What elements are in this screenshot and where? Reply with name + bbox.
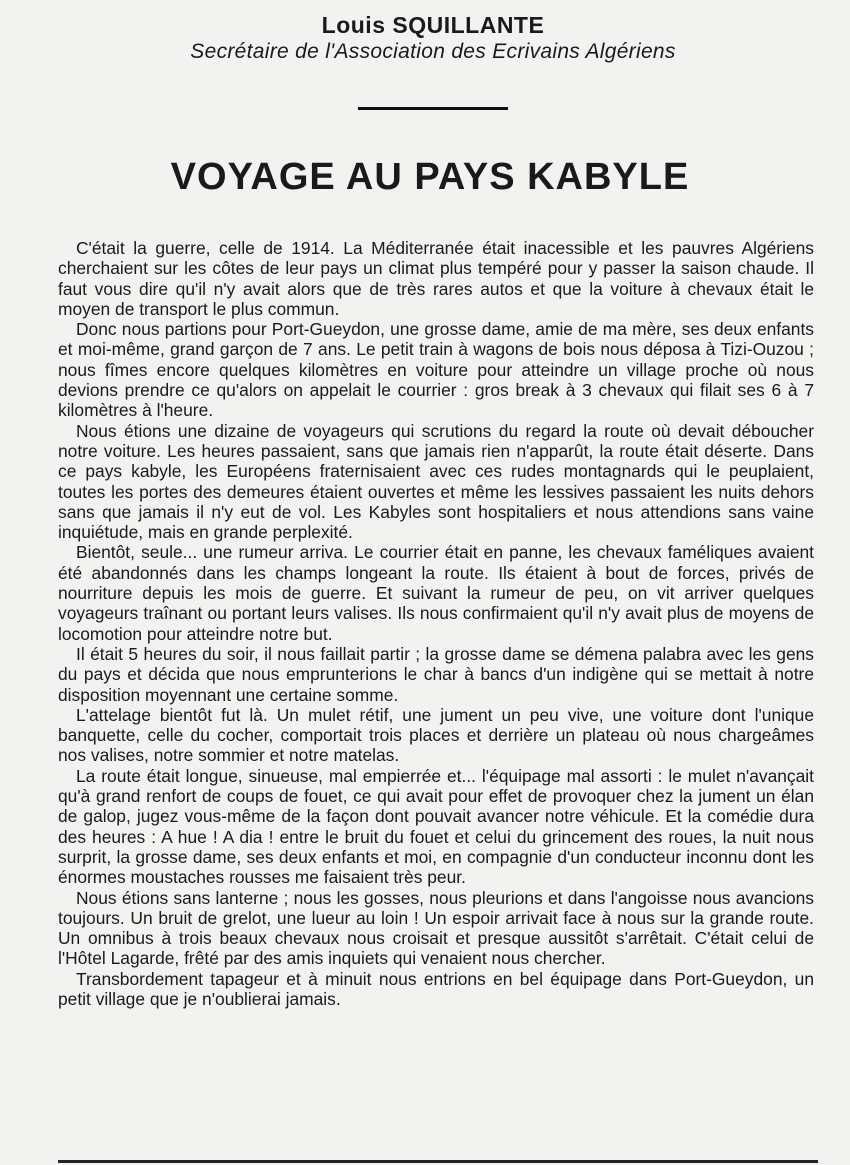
paragraph: Donc nous partions pour Port-Gueydon, une grosse dame, amie de ma mère, ses deux enfants et moi-même, grand garçon de 7 ans. Le petit train à wagons de bois nous déposa à Tizi-Ouzou ; nous fîmes encore quelques kilomètres en voiture pour atteindre un village proche où nous devions prendre ce qu'alors on appelait le courrier : gros break à 3 chevaux qui filait ses 6 à 7 kilomètres à l'heure. [58,319,814,421]
paragraph: Bientôt, seule... une rumeur arriva. Le courrier était en panne, les chevaux faméliques avaient été abandonnés dans les champs longeant la route. Ils étaient à bout de forces, privés de nourriture depuis les mois de guerre. Et suivant la rumeur de peu, on vit arriver quelques voyageurs traînant ou portant leurs valises. Ils nous confirmaient qu'il n'y avait plus de moyens de locomotion pour atteindre notre but. [58,542,814,644]
author-name: Louis SQUILLANTE [321,12,545,38]
paragraph: L'attelage bientôt fut là. Un mulet rétif, une jument un peu vive, une voiture dont l'unique banquette, celle du cocher, comportait trois places et derrière un plateau où nous chargeâmes nos valises, notre sommier et notre matelas. [58,704,814,766]
paragraph: C'était la guerre, celle de 1914. La Méditerranée était inacessible et les pauvres Algériens cherchaient sur les côtes de leur pays un climat plus tempéré pour y passer la saison chaude. Il faut vous dire qu'il n'y avait alors que de très rares autos et que la voiture à chevaux était le moyen de transport le plus commun. [58,238,814,319]
footer-divider [58,1160,818,1163]
paragraph: La route était longue, sinueuse, mal empierrée et... l'équipage mal assorti : le mulet n'avançait qu'à grand renfort de coups de fouet, ce qui avait pour effet de provoquer chez la jument un élan de galop, jugez vous-même de la façon dont pouvait avancer notre véhicule. Et la comédie dura des heures : A hue ! A dia ! entre le bruit du fouet et celui du grincement des roues, la nuit nous surprit, la grosse dame, ses deux enfants et moi, en compagnie d'un conducteur inconnu dont les énormes moustaches rousses me faisaient très peur. [58,765,814,888]
paragraph: Il était 5 heures du soir, il nous faillait partir ; la grosse dame se démena palabra avec les gens du pays et décida que nous emprunterions le char à bancs d'un indigène qui se mettait à notre disposition moyennant une certaine somme. [58,643,814,705]
author-affiliation: Secrétaire de l'Association des Ecrivains Algériens [190,40,676,63]
paragraph: Nous étions une dizaine de voyageurs qui scrutions du regard la route où devait déboucher notre voiture. Les heures passaient, sans que jamais rien n'apparût, la route était déserte. Dans ce pays kabyle, les Européens fraternisaient avec ces rudes montagnards qui le peuplaient, toutes les portes des demeures étaient ouvertes et même les lessives passaient les nuits dehors sans que jamais il n'y eut de vol. Les Kabyles sont hospitaliers et nous attendions sans vaine inquiétude, mais en grande perplexité. [58,420,814,543]
article-body [58,238,814,1009]
header-divider [358,107,508,110]
paragraph: Nous étions sans lanterne ; nous les gosses, nous pleurions et dans l'angoisse nous avancions toujours. Un bruit de grelot, une lueur au loin ! Un espoir arrivait face à nous sur la grande route. Un omnibus à trois beaux chevaux nous croisait et presque aussitôt s'arrêtait. C'était celui de l'Hôtel Lagarde, frêté par des amis inquiets qui venaient nous chercher. [58,887,814,969]
paragraph: Transbordement tapageur et à minuit nous entrions en bel équipage dans Port-Gueydon, un petit village que je n'oublierai jamais. [58,968,814,1009]
article-title: VOYAGE AU PAYS KABYLE [170,156,690,198]
